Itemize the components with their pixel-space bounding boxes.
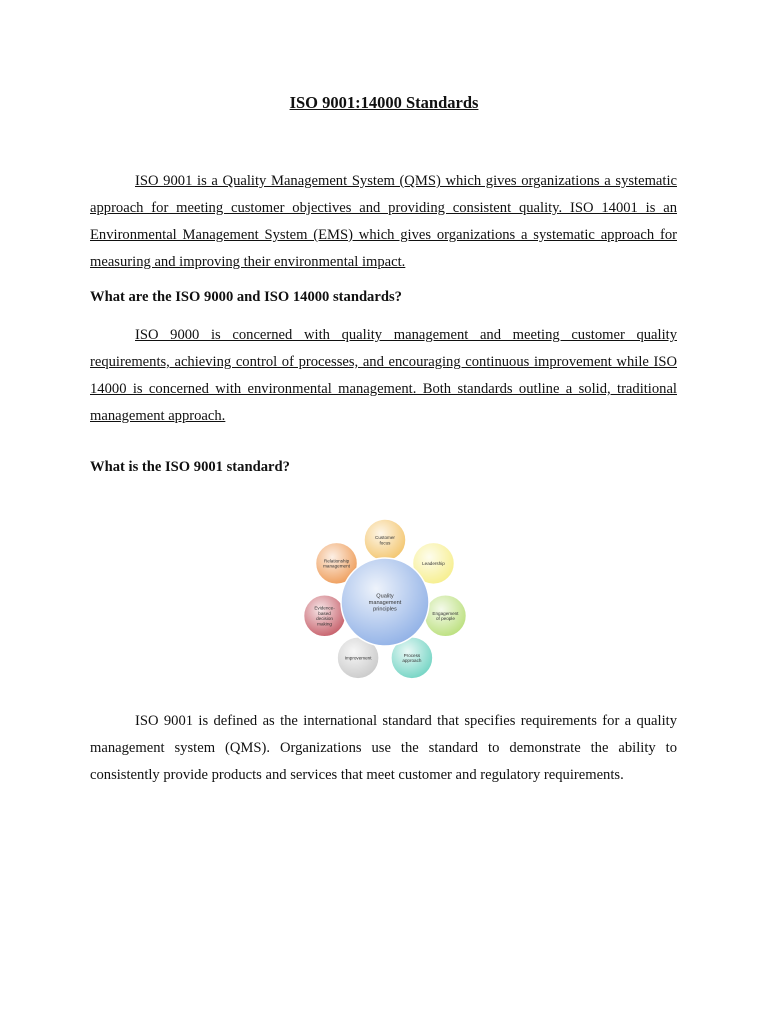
intro-paragraph: ISO 9001 is a Quality Management System (QMS) which gives organizations a systematic approach for meeting customer objectives and providing consistent quality. ISO 14001 is an Environmental Management System (EMS) which gives organizations a systematic approach for measuring and improving their environmental impact. bbox=[90, 173, 677, 270]
principle-node bbox=[424, 595, 466, 637]
principle-node bbox=[364, 519, 406, 561]
center-label: Quality management principles bbox=[368, 593, 402, 613]
iso-9000-14000-paragraph: ISO 9000 is concerned with quality management and meeting customer quality requirements, achieving control of processes, and encouraging continuous improvement while ISO 14000 is concerned with environmental management. Both standards outline a solid, traditional management approach. bbox=[90, 327, 677, 424]
section-heading-iso-9001: What is the ISO 9001 standard? bbox=[90, 459, 290, 475]
iso-9001-definition-paragraph: ISO 9001 is defined as the international standard that specifies requirements for a quality management system (QMS). Organizations use the standard to demonstrate the ability to consistently provide products and services that meet customer and regulatory requirements. bbox=[90, 713, 677, 783]
principle-label: Process approach bbox=[402, 652, 422, 664]
center-principles-circle bbox=[341, 558, 429, 646]
document-title: ISO 9001:14000 Standards bbox=[289, 93, 479, 112]
section-heading-iso-9000-14000: What are the ISO 9000 and ISO 14000 standards? bbox=[90, 289, 402, 305]
quality-principles-diagram bbox=[300, 518, 470, 684]
principle-label: Engagement of people bbox=[432, 610, 459, 622]
principle-label: Leadership bbox=[422, 560, 445, 566]
principle-label: Relationship management bbox=[323, 558, 350, 569]
principle-label: Customer focus bbox=[375, 534, 395, 546]
principle-node bbox=[304, 595, 346, 637]
principle-label: Improvement bbox=[344, 655, 372, 661]
principle-label: Evidence-based decision making bbox=[314, 605, 335, 627]
